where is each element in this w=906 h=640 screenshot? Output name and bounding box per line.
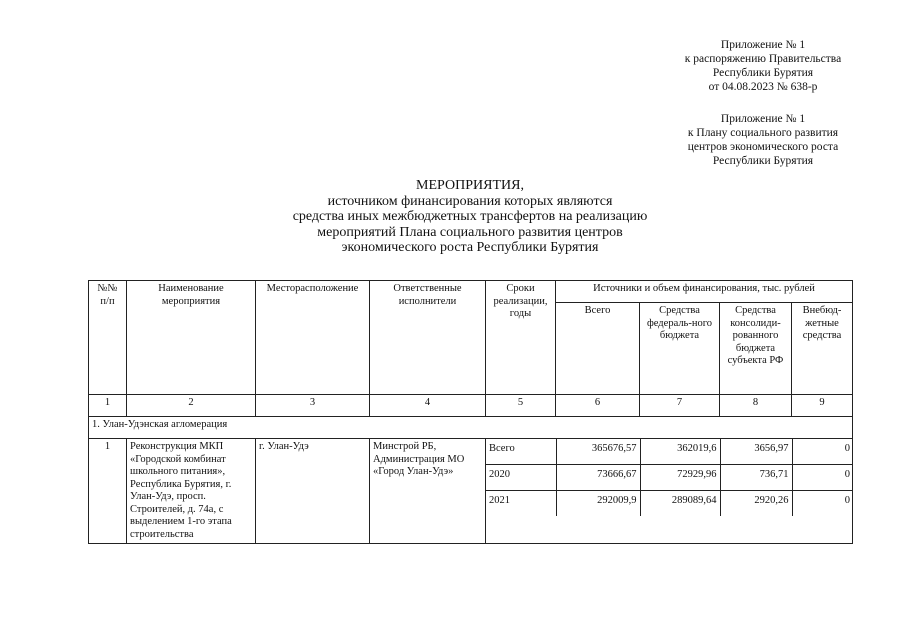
column-number: 1 bbox=[89, 395, 127, 417]
row-num: 1 bbox=[89, 439, 127, 544]
column-number: 5 bbox=[486, 395, 556, 417]
period-block bbox=[486, 439, 853, 544]
period-federal: 72929,96 bbox=[640, 465, 720, 491]
appendix-1-line: Приложение № 1 bbox=[720, 39, 806, 51]
period-total: 73666,67 bbox=[556, 465, 640, 491]
period-regional: 2920,26 bbox=[720, 491, 792, 517]
appendix-1-line: Республики Бурятия bbox=[712, 67, 814, 79]
row-responsible: Минстрой РБ, Администрация МО «Город Улан-Удэ» bbox=[370, 439, 486, 544]
period-term: 2020 bbox=[486, 465, 556, 491]
period-extrabudget: 0 bbox=[792, 439, 853, 465]
period-regional: 736,71 bbox=[720, 465, 792, 491]
column-number-row bbox=[89, 395, 853, 417]
period-regional: 3656,97 bbox=[720, 439, 792, 465]
header-row bbox=[89, 281, 853, 303]
period-extrabudget: 0 bbox=[792, 491, 853, 517]
appendix-1-line: от 04.08.2023 № 638-р bbox=[708, 81, 818, 93]
period-row bbox=[486, 465, 853, 491]
column-number: 2 bbox=[127, 395, 256, 417]
period-total: 365676,57 bbox=[556, 439, 640, 465]
period-federal: 362019,6 bbox=[640, 439, 720, 465]
appendix-2-line: к Плану социального развития bbox=[687, 127, 839, 139]
row-location: г. Улан-Удэ bbox=[256, 439, 370, 544]
header-num: №№ п/п bbox=[89, 281, 127, 395]
header-extrabudget: Внебюд-жетные средства bbox=[792, 303, 853, 395]
title-line: МЕРОПРИЯТИЯ, bbox=[416, 178, 524, 193]
appendix-1-block bbox=[668, 38, 858, 94]
period-row bbox=[486, 491, 853, 517]
column-number: 4 bbox=[370, 395, 486, 417]
header-regional: Средства консолиди-рованного бюджета субъекта РФ bbox=[720, 303, 792, 395]
title-line: экономического роста Республики Бурятия bbox=[341, 240, 599, 255]
table-row bbox=[89, 439, 853, 544]
column-number: 6 bbox=[556, 395, 640, 417]
period-term: Всего bbox=[486, 439, 556, 465]
appendix-2-line: Приложение № 1 bbox=[720, 113, 806, 125]
header-total: Всего bbox=[556, 303, 640, 395]
period-total: 292009,9 bbox=[556, 491, 640, 517]
period-term: 2021 bbox=[489, 495, 510, 506]
column-number: 3 bbox=[256, 395, 370, 417]
row-name: Реконструкция МКП «Городской комбинат школьного питания», Республика Бурятия, г. Улан-Удэ, просп. Строителей, д. 74а, с выделением 1-го этапа строительства bbox=[127, 439, 256, 544]
column-number: 8 bbox=[720, 395, 792, 417]
appendix-2-line: центров экономического роста bbox=[687, 141, 839, 153]
appendix-1-line: к распоряжению Правительства bbox=[684, 53, 842, 65]
financing-table bbox=[88, 280, 853, 544]
appendix-2-line: Республики Бурятия bbox=[712, 155, 814, 167]
period-row bbox=[486, 439, 853, 465]
header-name: Наименование мероприятия bbox=[127, 281, 256, 395]
section-title: 1. Улан-Удэнская агломерация bbox=[89, 417, 853, 439]
document-title bbox=[220, 178, 720, 256]
period-table bbox=[486, 439, 853, 516]
section-row bbox=[89, 417, 853, 439]
column-number: 9 bbox=[792, 395, 853, 417]
header-location: Месторасположение bbox=[256, 281, 370, 395]
header-federal: Средства федераль-ного бюджета bbox=[640, 303, 720, 395]
title-line: средства иных межбюджетных трансфертов на реализацию bbox=[292, 209, 648, 224]
title-line: мероприятий Плана социального развития центров bbox=[317, 224, 623, 240]
column-number: 7 bbox=[640, 395, 720, 417]
period-extrabudget: 0 bbox=[792, 465, 853, 491]
header-responsible: Ответственные исполнители bbox=[370, 281, 486, 395]
header-terms: Сроки реализации, годы bbox=[486, 281, 556, 395]
period-federal: 289089,64 bbox=[640, 491, 720, 517]
header-sources: Источники и объем финансирования, тыс. рублей bbox=[556, 281, 853, 303]
title-line: источником финансирования которых являются bbox=[327, 193, 613, 209]
appendix-2-block bbox=[668, 112, 858, 168]
